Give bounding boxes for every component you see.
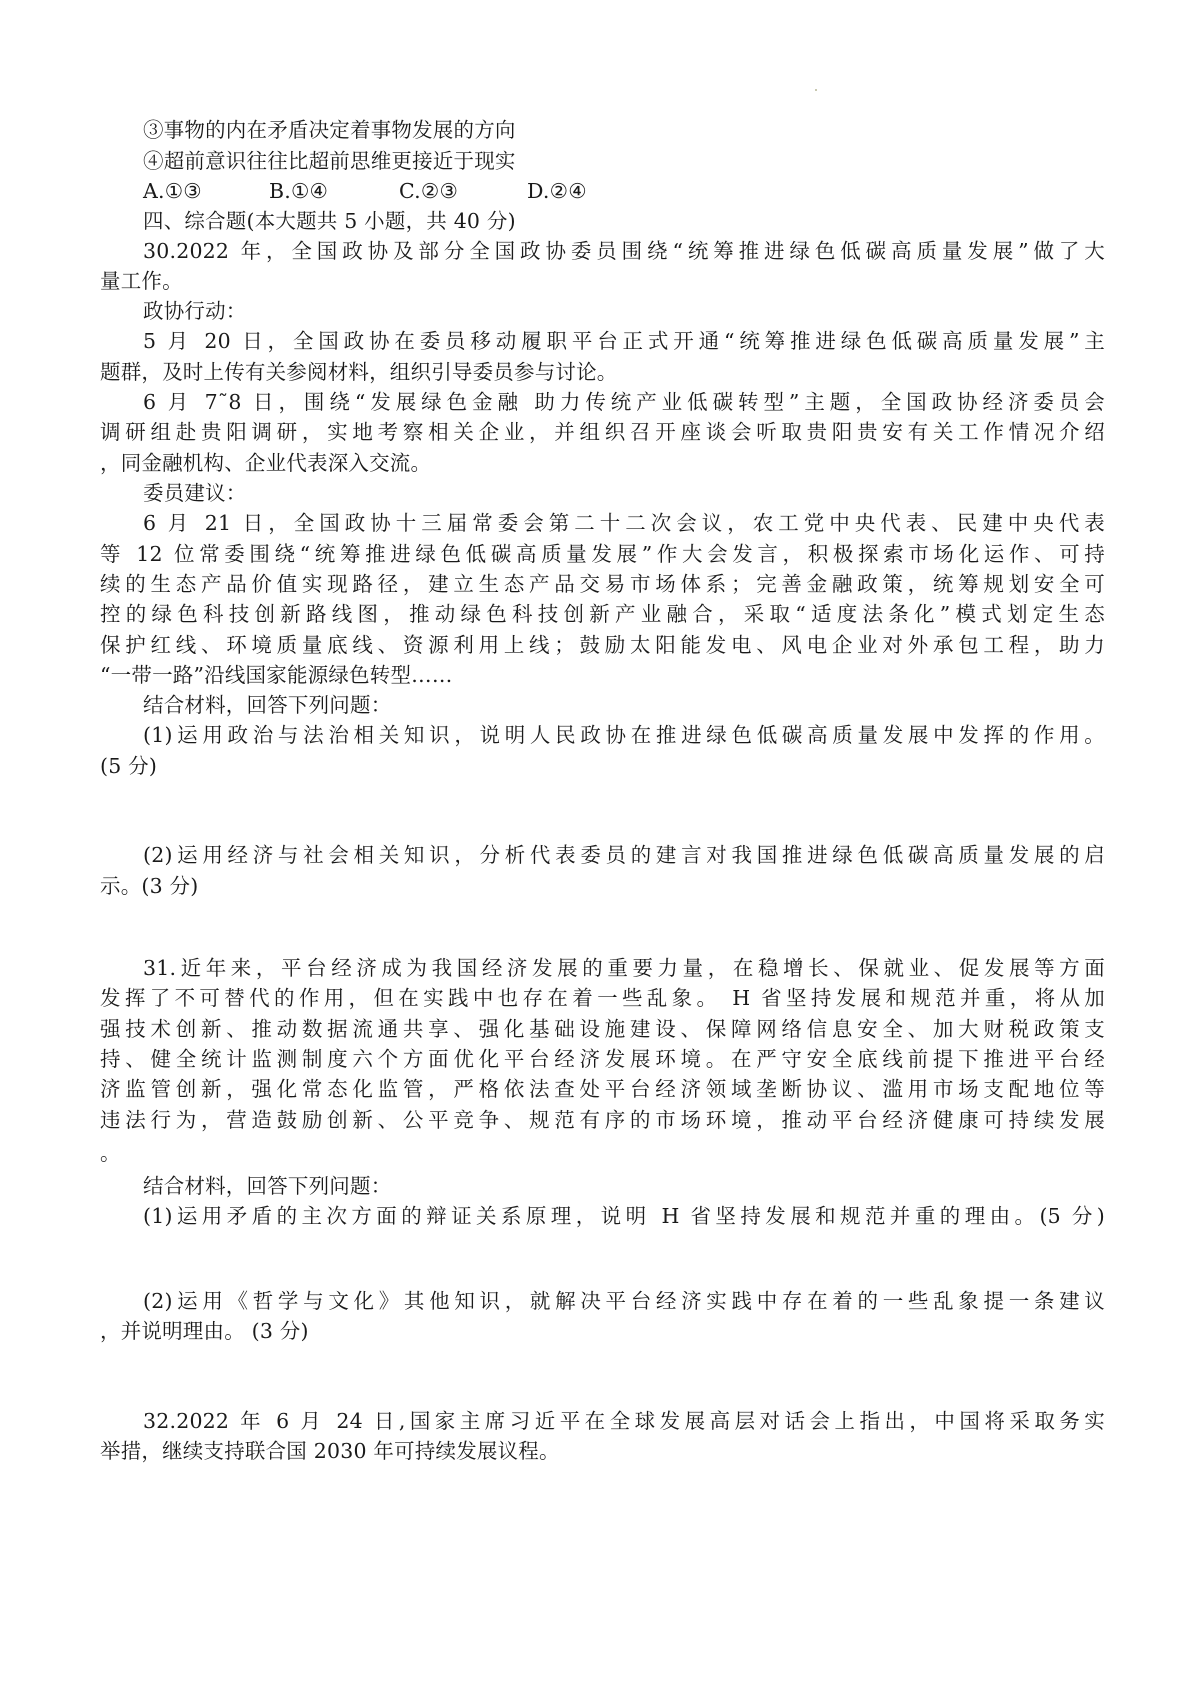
q30-line: 30.2022 年，全国政协及部分全国政协委员围绕“统筹推进绿色低碳高质量发展”做了大 <box>143 239 1105 263</box>
q32-line: 举措，继续支持联合国 2030 年可持续发展议程。 <box>100 1439 560 1463</box>
choice-c: C.②③ <box>399 179 459 203</box>
q31-instruction: 结合材料，回答下列问题： <box>143 1174 392 1198</box>
q31-subquestion-2-end: ，并说明理由。 (3 分) <box>100 1319 309 1343</box>
q30-line: ，同金融机构、企业代表深入交流。 <box>100 451 432 475</box>
q30-line: 续的生态产品价值实现路径，建立生态产品交易市场体系；完善金融政策，统筹规划安全可 <box>100 572 1105 596</box>
q30-subquestion-1-score: (5 分) <box>100 754 158 778</box>
scan-speck <box>815 89 817 91</box>
q30-line: 6 月 21 日，全国政协十三届常委会第二十二次会议，农工党中央代表、民建中央代表 <box>143 511 1105 535</box>
q30-line: 调研组赴贵阳调研，实地考察相关企业，并组织召开座谈会听取贵阳贵安有关工作情况介绍 <box>100 420 1105 444</box>
q31-line: 发挥了不可替代的作用，但在实践中也存在着一些乱象。 H 省坚持发展和规范并重，将从加 <box>100 986 1105 1010</box>
q30-line: 5 月 20 日，全国政协在委员移动履职平台正式开通“统筹推进绿色低碳高质量发展”主 <box>143 329 1105 353</box>
q31-line: 。 <box>100 1141 121 1165</box>
q31-line: 持、健全统计监测制度六个方面优化平台经济发展环境。在严守安全底线前提下推进平台经 <box>100 1047 1105 1071</box>
q30-line: 6 月 7˜8 日，围绕“发展绿色金融 助力传统产业低碳转型”主题，全国政协经济委员会 <box>143 390 1105 414</box>
q30-subquestion-2-end: 示。(3 分) <box>100 874 199 898</box>
q30-line: 保护红线、环境质量底线、资源利用上线；鼓励太阳能发电、风电企业对外承包工程，助力 <box>100 633 1105 657</box>
q30-line: 控的绿色科技创新路线图，推动绿色科技创新产业融合，采取“适度法条化”模式划定生态 <box>100 602 1105 626</box>
choice-d: D.②④ <box>527 179 587 203</box>
q30-line: 等 12 位常委围绕“统筹推进绿色低碳高质量发展”作大会发言，积极探索市场化运作、可持 <box>100 542 1105 566</box>
option-3: ③事物的内在矛盾决定着事物发展的方向 <box>143 118 516 142</box>
q30-instruction: 结合材料，回答下列问题： <box>143 693 392 717</box>
q31-line: 违法行为，营造鼓励创新、公平竞争、规范有序的市场环境，推动平台经济健康可持续发展 <box>100 1108 1105 1132</box>
section-heading: 四、综合题(本大题共 5 小题，共 40 分) <box>143 209 516 233</box>
q30-line: 题群，及时上传有关参阅材料，组织引导委员参与讨论。 <box>100 360 618 384</box>
q30-subquestion-2: (2)运用经济与社会相关知识，分析代表委员的建言对我国推进绿色低碳高质量发展的启 <box>143 843 1105 867</box>
option-4: ④超前意识往往比超前思维更接近于现实 <box>143 149 516 173</box>
q30-subquestion-1: (1)运用政治与法治相关知识，说明人民政协在推进绿色低碳高质量发展中发挥的作用。 <box>143 723 1105 747</box>
q31-line: 强技术创新、推动数据流通共享、强化基础设施建设、保障网络信息安全、加大财税政策支 <box>100 1017 1105 1041</box>
q32-line: 32.2022 年 6 月 24 日,国家主席习近平在全球发展高层对话会上指出，中国将采取务实 <box>143 1409 1105 1433</box>
choice-b: B.①④ <box>269 179 329 203</box>
q30-line: 量工作。 <box>100 269 183 293</box>
q31-line: 济监管创新，强化常态化监管，严格依法查处平台经济领域垄断协议、滥用市场支配地位等 <box>100 1077 1105 1101</box>
q31-line: 31.近年来，平台经济成为我国经济发展的重要力量，在稳增长、保就业、促发展等方面 <box>143 956 1105 980</box>
answer-choices <box>143 177 1105 205</box>
q31-subquestion-2: (2)运用《哲学与文化》其他知识，就解决平台经济实践中存在着的一些乱象提一条建议 <box>143 1289 1105 1313</box>
q30-line: “一带一路”沿线国家能源绿色转型…… <box>100 663 453 687</box>
q30-subheading: 政协行动： <box>143 299 247 323</box>
q30-subheading: 委员建议： <box>143 481 247 505</box>
choice-a: A.①③ <box>143 179 202 203</box>
q31-subquestion-1: (1)运用矛盾的主次方面的辩证关系原理，说明 H 省坚持发展和规范并重的理由。(5 分) <box>143 1204 1105 1228</box>
